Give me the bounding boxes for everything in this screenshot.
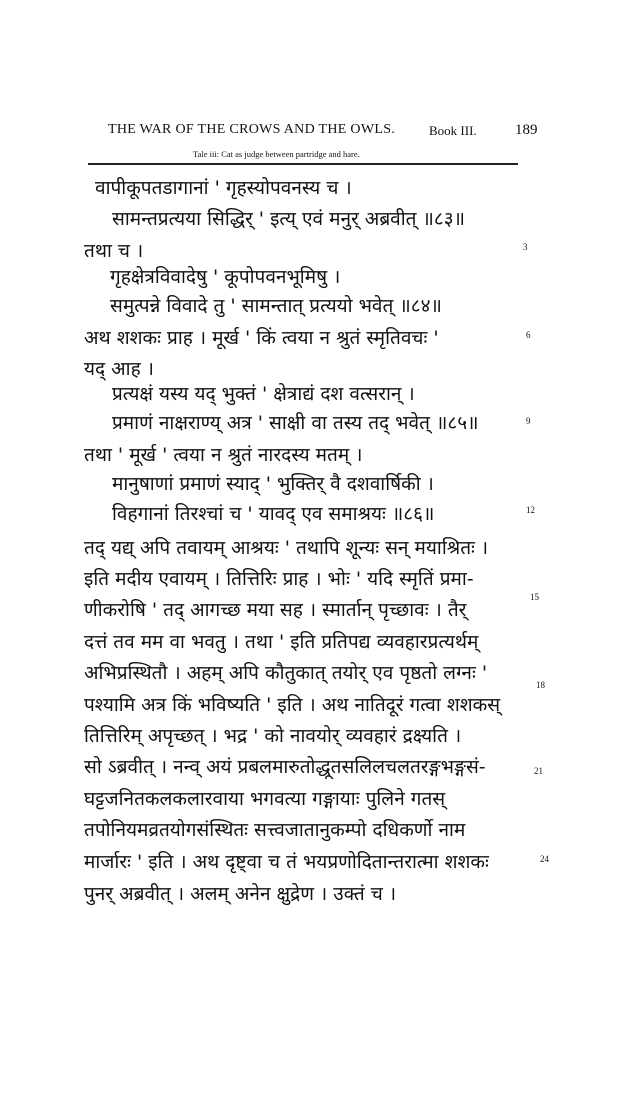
line-number: 24 [540, 854, 549, 864]
text-line: वापीकूपतडागानां ' गृहस्योपवनस्य च । [95, 177, 352, 199]
text-line: प्रमाणं नाक्षराण्य् अत्र ' साक्षी वा तस्य तद् भवेत् ॥८५॥ [112, 412, 479, 434]
text-line: तद् यद्य् अपि तवायम् आश्रयः ' तथापि शून्यः सन् मयाश्रितः । [84, 537, 489, 559]
text-line: अथ शशकः प्राह । मूर्ख ' किं त्वया न श्रुतं स्मृतिवचः ' [84, 327, 439, 349]
page-number: 189 [515, 122, 538, 138]
text-line: यद् आह । [84, 358, 154, 380]
text-line: मानुषाणां प्रमाणं स्याद् ' भुक्तिर् वै दशवार्षिकी । [112, 473, 434, 495]
text-line: घट्टजनितकलकलारवाया भगवत्या गङ्गायाः पुलिने गतस् [84, 788, 446, 810]
text-line: पश्यामि अत्र किं भविष्यति ' इति । अथ नातिदूरं गत्वा शशकस् [84, 694, 501, 716]
text-line: तित्तिरिम् अपृच्छत् । भद्र ' को नावयोर् व्यवहारं द्रक्ष्यति । [84, 725, 462, 747]
header-rule [88, 163, 518, 165]
line-number: 3 [523, 242, 528, 252]
text-line: तपोनियमव्रतयोगसंस्थितः सत्त्वजातानुकम्पो दधिकर्णो नाम [84, 819, 466, 841]
line-number: 12 [526, 505, 535, 515]
line-number: 15 [530, 592, 539, 602]
text-line: सो ऽब्रवीत् । नन्व् अयं प्रबलमारुतोद्धूतसलिलचलतरङ्गभङ्गसं- [84, 756, 486, 778]
text-line: तथा च । [84, 240, 144, 262]
text-line: तथा ' मूर्ख ' त्वया न श्रुतं नारदस्य मतम् । [84, 444, 363, 466]
text-line: गृहक्षेत्रविवादेषु ' कूपोपवनभूमिषु । [110, 266, 341, 288]
running-header-book: Book III. [429, 123, 477, 138]
text-line: सामन्तप्रत्यया सिद्धिर् ' इत्य् एवं मनुर् अब्रवीत् ॥८३॥ [112, 208, 466, 230]
line-number: 21 [534, 766, 543, 776]
text-line: पुनर् अब्रवीत् । अलम् अनेन क्षुद्रेण । उक्तं च । [84, 883, 397, 905]
text-line: इति मदीय एवायम् । तित्तिरिः प्राह । भोः ' यदि स्मृतिं प्रमा- [84, 568, 474, 590]
text-line: विहगानां तिरश्चां च ' यावद् एव समाश्रयः ॥८६॥ [112, 503, 435, 525]
text-line: प्रत्यक्षं यस्य यद् भुक्तं ' क्षेत्राद्यं दश वत्सरान् । [112, 383, 415, 405]
text-line: मार्जारः ' इति । अथ दृष्ट्वा च तं भयप्रणोदितान्तरात्मा शशकः [84, 851, 489, 873]
text-line: समुत्पन्ने विवादे तु ' सामन्तात् प्रत्ययो भवेत् ॥८४॥ [110, 295, 442, 317]
line-number: 9 [526, 416, 531, 426]
running-header-subtitle: Tale iii: Cat as judge between partridge and hare. [193, 149, 360, 159]
running-header-title: THE WAR OF THE CROWS AND THE OWLS. [108, 122, 396, 137]
line-number: 18 [536, 680, 545, 690]
line-number: 6 [526, 330, 531, 340]
text-line: अभिप्रस्थितौ । अहम् अपि कौतुकात् तयोर् एव पृष्ठतो लग्नः ' [84, 662, 488, 684]
text-line: दत्तं तव मम वा भवतु । तथा ' इति प्रतिपद्य व्यवहारप्रत्यर्थम् [84, 631, 479, 653]
text-line: णीकरोषि ' तद् आगच्छ मया सह । स्मार्तान् पृच्छावः । तैर् [84, 599, 467, 621]
